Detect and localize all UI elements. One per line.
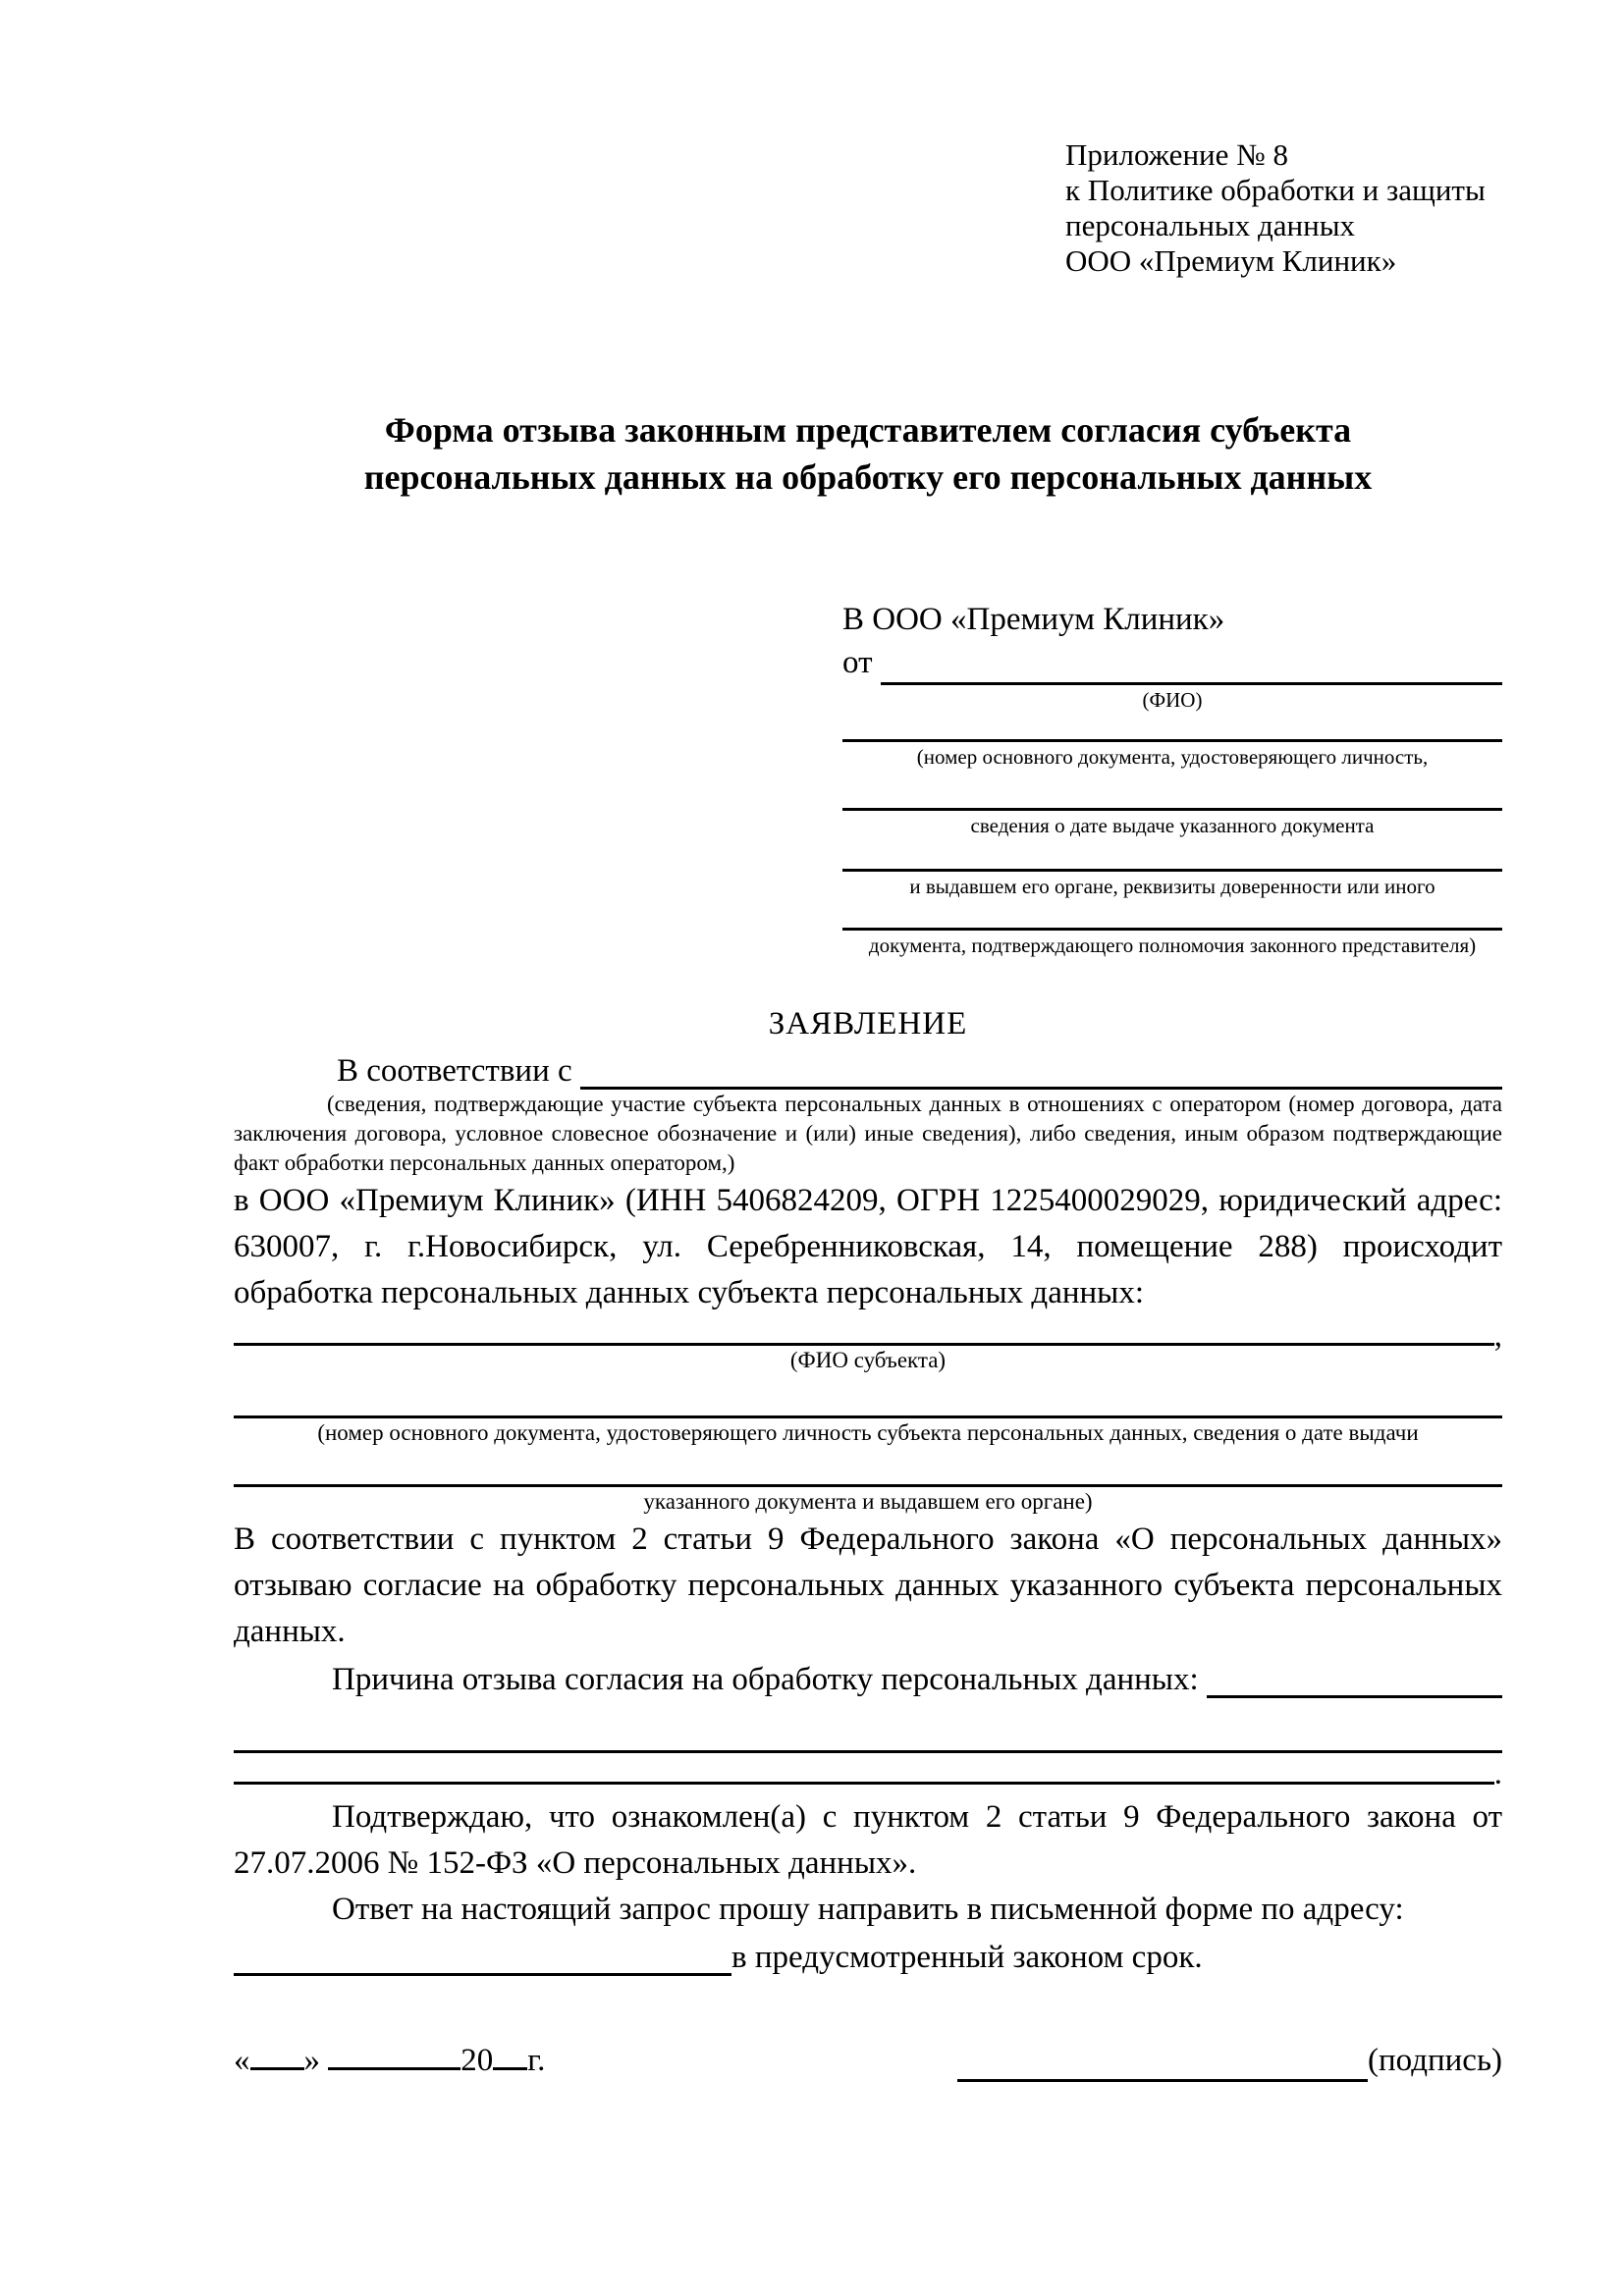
- doc-number-fill-line: [842, 715, 1502, 742]
- date-quote-close: »: [303, 2043, 320, 2078]
- withdraw-paragraph: В соответствии с пунктом 2 статьи 9 Федерального закона «О персональных данных» отзываю согласие на обработку персональных данных указанного субъекта персональных данных.: [234, 1522, 1502, 1649]
- confirm-paragraph: Подтверждаю, что ознакомлен(а) с пунктом 2 статьи 9 Федерального закона от 27.07.2006 № 152-ФЗ «О персональных данных».: [234, 1799, 1502, 1881]
- reason-period: .: [1493, 1756, 1502, 1791]
- operator-paragraph: в ООО «Премиум Клиник» (ИНН 5406824209, ОГРН 1225400029029, юридический адрес: 630007, г. г.Новосибирск, ул. Серебренниковская, 14, помещение 288) происходит обработка персональных данных субъекта персональных данных:: [234, 1183, 1502, 1310]
- doc-issuer-fill-line: [842, 840, 1502, 872]
- subject-fio-comma: ,: [1493, 1318, 1502, 1354]
- reason-label: Причина отзыва согласия на обработку персональных данных:: [332, 1662, 1199, 1697]
- page-title: [234, 406, 1502, 501]
- addressee-to: В ООО «Премиум Клиник»: [842, 602, 1225, 637]
- reason-row: [234, 1657, 1502, 1698]
- doc-caption-2: сведения о дате выдаче указанного документа: [970, 814, 1375, 837]
- subject-doc-fill-line-2: [234, 1448, 1502, 1487]
- header-note: [1065, 137, 1502, 279]
- intro-label: В соответствии с: [337, 1053, 572, 1089]
- page-title-line-1: Форма отзыва законным представителем согласия субъекта: [384, 410, 1352, 450]
- subject-doc-caption-1: (номер основного документа, удостоверяющего личность субъекта персональных данных, сведения о дате выдачи: [317, 1420, 1419, 1445]
- reply-address-fill-line: [234, 1973, 731, 1976]
- signature-caption: (подпись): [1368, 2043, 1502, 2078]
- date-year-fill-line: [493, 2067, 527, 2070]
- reason-blank-line-2: [234, 1753, 1502, 1791]
- subject-fio-caption: (ФИО субъекта): [789, 1348, 947, 1372]
- date-quote-open: «: [234, 2043, 250, 2078]
- subject-doc-caption-2: указанного документа и выдавшем его органе): [643, 1489, 1093, 1514]
- reason-fill-line: [1207, 1695, 1502, 1698]
- statement-heading: ЗАЯВЛЕНИЕ: [768, 1006, 968, 1041]
- date-year-suffix: г.: [527, 2043, 546, 2078]
- addressee-from-label: от: [842, 645, 873, 680]
- footer-row: [234, 2039, 1502, 2082]
- date-group: [234, 2039, 545, 2082]
- date-year-prefix: 20: [460, 2043, 494, 2078]
- header-note-line: Приложение № 8: [1065, 137, 1288, 172]
- header-note-line: к Политике обработки и защиты: [1065, 173, 1486, 207]
- reply-tail: в предусмотренный законом срок.: [731, 1940, 1203, 1975]
- date-day-fill-line: [250, 2067, 304, 2070]
- date-month-fill-line: [328, 2067, 460, 2070]
- reason-blank-line-1: [234, 1698, 1502, 1753]
- reason-blank-line-2-fill: [234, 1782, 1494, 1785]
- addressee-from-row: [842, 642, 1502, 685]
- doc-date-fill-line: [842, 772, 1502, 811]
- doc-caption-4: документа, подтверждающего полномочия законного представителя): [868, 934, 1477, 957]
- header-note-line: ООО «Премиум Клиник»: [1065, 243, 1397, 278]
- addressee-block: [842, 597, 1502, 960]
- doc-caption-3: и выдавшем его органе, реквизиты доверенности или иного: [909, 875, 1435, 898]
- intro-caption: (сведения, подтверждающие участие субъекта персональных данных в отношениях с оператором (номер договора, дата заключения договора, условное словесное обозначение и (или) иные сведения), либо сведения, иным образом подтверждающие факт обработки персональных данных оператором,): [234, 1092, 1502, 1175]
- subject-fio-row: [234, 1316, 1502, 1354]
- signature-fill-line: [957, 2079, 1368, 2082]
- reply-paragraph: Ответ на настоящий запрос прошу направить в письменной форме по адресу:: [332, 1892, 1404, 1927]
- intro-row: [234, 1048, 1502, 1090]
- header-note-line: персональных данных: [1065, 208, 1356, 242]
- doc-authority-fill-line: [842, 901, 1502, 931]
- page-title-line-2: персональных данных на обработку его персональных данных: [363, 457, 1373, 497]
- subject-doc-fill-line-1: [234, 1375, 1502, 1418]
- doc-caption-1: (номер основного документа, удостоверяющего личность,: [916, 745, 1429, 769]
- fio-caption: (ФИО): [1142, 688, 1203, 712]
- reply-address-row: [234, 1933, 1502, 1976]
- signature-group: [957, 2039, 1502, 2082]
